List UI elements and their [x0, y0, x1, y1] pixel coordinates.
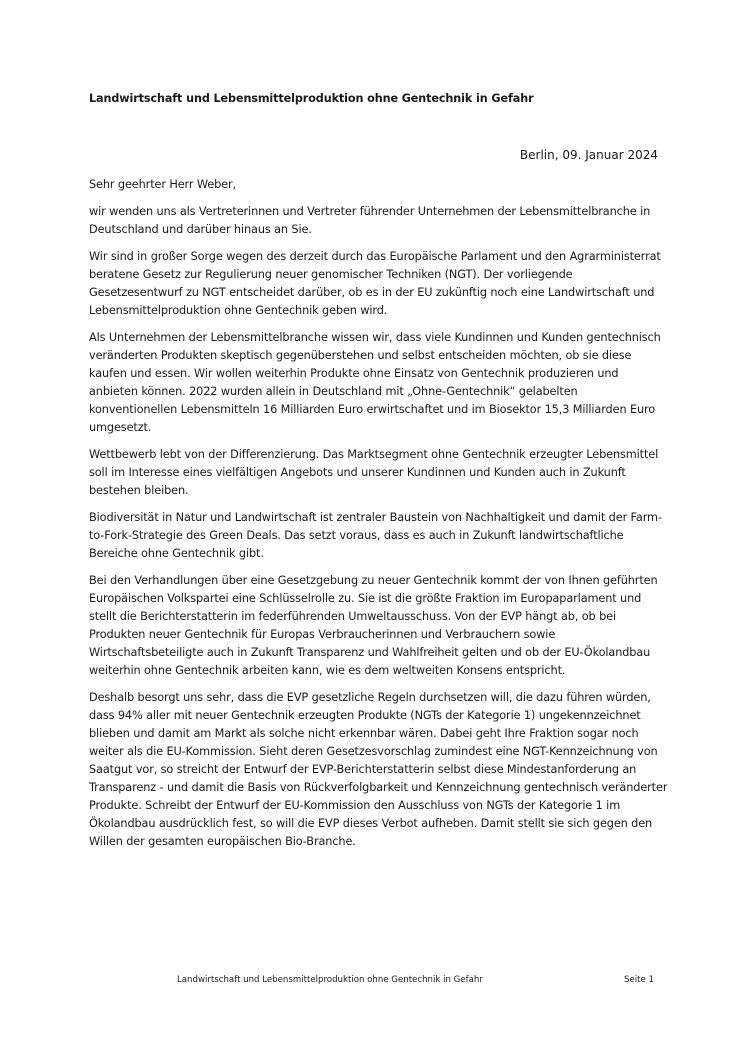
salutation: Sehr geehrter Herr Weber,	[89, 178, 236, 191]
footer-title: Landwirtschaft und Lebensmittelproduktion ohne Gentechnik in Gefahr	[177, 975, 483, 985]
paragraph-intro: wir wenden uns als Vertreterinnen und Vertreter führender Unternehmen der Lebensmittelbranche in Deutschland und darüber hinaus an Sie.	[89, 205, 651, 236]
letter-date: Berlin, 09. Januar 2024	[519, 148, 658, 162]
paragraph-competition: Wettbewerb lebt von der Differenzierung. Das Marktsegment ohne Gentechnik erzeugter Lebensmittel soll im Interesse eines vielfältigen Angebots und unserer Kundinnen und Kunden auch in Zukunft bestehen bleiben.	[89, 448, 659, 497]
letter-body	[89, 176, 669, 860]
letter-title: Landwirtschaft und Lebensmittelproduktion ohne Gentechnik in Gefahr	[89, 92, 534, 105]
paragraph-evp-position: Deshalb besorgt uns sehr, dass die EVP gesetzliche Regeln durchsetzen will, die dazu führen würden, dass 94% aller mit neuer Gentechnik erzeugten Produkte (NGTs der Kategorie 1) ungekennzeichnet blieben und damit am Markt als solche nicht erkennbar wären. Dabei geht Ihre Fraktion sogar noch weiter als die EU-Kommission. Sieht deren Gesetzesvorschlag zumindest eine NGT-Kennzeichnung von Saatgut vor, so streicht der Entwurf der EVP-Berichterstatterin selbst diese Mindestanforderung an Transparenz - und damit die Basis von Rückverfolgbarkeit und Kennzeichnung gentechnisch veränderter Produkte. Schreibt der Entwurf der EU-Kommission den Ausschluss von NGTs der Kategorie 1 im Ökolandbau ausdrücklich fest, so will die EVP dieses Verbot aufheben. Damit stellt sie sich gegen den Willen der gesamten europäischen Bio-Branche.	[89, 691, 668, 848]
footer-page-number: Seite 1	[624, 975, 654, 985]
paragraph-negotiations: Bei den Verhandlungen über eine Gesetzgebung zu neuer Gentechnik kommt der von Ihnen geführten Europäischen Volkspartei eine Schlüsselrolle zu. Sie ist die größte Fraktion im Europaparlament und stellt die Berichterstatterin im federführenden Umweltausschuss. Von der EVP hängt ab, ob bei Produkten neuer Gentechnik für Europas Verbraucherinnen und Verbrauchern sowie Wirtschaftsbeteiligte auch in Zukunft Transparenz und Wahlfreiheit gelten und ob der EU-Ökolandbau weiterhin ohne Gentechnik arbeiten kann, wie es dem weltweiten Konsens entspricht.	[89, 574, 658, 677]
paragraph-consumers: Als Unternehmen der Lebensmittelbranche wissen wir, dass viele Kundinnen und Kunden gentechnisch veränderten Produkten skeptisch gegenüberstehen und selbst entscheiden möchten, ob sie diese kaufen und essen. Wir wollen weiterhin Produkte ohne Einsatz von Gentechnik produzieren und anbieten können. 2022 wurden allein in Deutschland mit „Ohne-Gentechnik“ gelabelten konventionellen Lebensmitteln 16 Milliarden Euro erwirtschaftet und im Biosektor 15,3 Milliarden Euro umgesetzt.	[89, 331, 661, 434]
paragraph-concern: Wir sind in großer Sorge wegen des derzeit durch das Europäische Parlament und den Agrarministerrat beratene Gesetz zur Regulierung neuer genomischer Techniken (NGT). Der vorliegende Gesetzesentwurf zu NGT entscheidet darüber, ob es in der EU zukünftig noch eine Landwirtschaft und Lebensmittelproduktion ohne Gentechnik geben wird.	[89, 250, 661, 317]
paragraph-biodiversity: Biodiversität in Natur und Landwirtschaft ist zentraler Baustein von Nachhaltigkeit und damit der Farm-to-Fork-Strategie des Green Deals. Das setzt voraus, dass es auch in Zukunft landwirtschaftliche Bereiche ohne Gentechnik gibt.	[89, 511, 662, 560]
